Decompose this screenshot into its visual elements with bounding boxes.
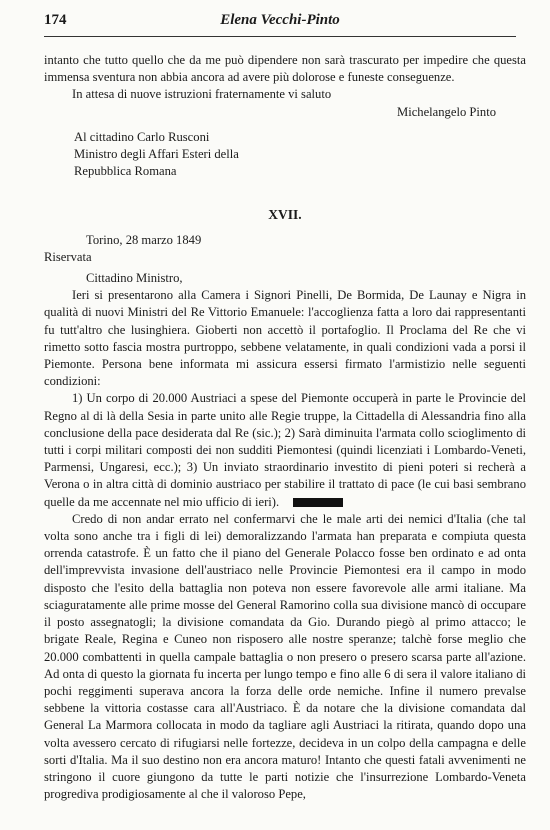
paragraph-text: 1) Un corpo di 20.000 Austriaci a spese del Piemonte occuperà in parte le Provincie del Regno al di là della Sesia in parte unito alle Regie truppe, la Cittadella di Alessandria fino alla conclusione della pace desiderata dal Re (sic.); 2) Sarà diminuita l'armata collo scioglimento di tutti i corpi militari composti dei non sudditi Piemontesi (quindi licenziati i Lombardo-Veneti, Parmensi, Ungaresi, ecc.); 3) Un inviato straordinario investito di pieni poteri si recherà a Verona o in altra città di dominio austriaco per stabilire il trattato di pace (le cui basi sembrano quelle da me accennate nel mio ufficio di ieri). bbox=[44, 391, 526, 509]
page-number: 174 bbox=[44, 12, 67, 28]
paragraph: Ieri si presentarono alla Camera i Signori Pinelli, De Bormida, De Launay e Nigra in qualità di nuovi Ministri del Re Vittorio Emanuele: l'accoglienza fatta a loro dai rappresentanti fu tutt'altro che lusinghiera. Gioberti non accettò il portafoglio. Il Proclama del Re che vi rimetto sotto fascia mostra purtroppo, sebbene velatamente, in quali condizioni vada a porsi il Piemonte. Persona bene informata mi assicura essersi firmato l'armistizio nelle seguenti condizioni: bbox=[44, 288, 526, 389]
signature: Michelangelo Pinto bbox=[397, 104, 496, 119]
paragraph: In attesa di nuove istruzioni fraternamente vi saluto bbox=[72, 87, 332, 102]
address-line: Al cittadino Carlo Rusconi bbox=[74, 129, 210, 144]
salutation: Cittadino Ministro, bbox=[86, 271, 183, 286]
paragraph bbox=[44, 390, 526, 510]
address-line: Ministro degli Affari Esteri della bbox=[74, 147, 239, 162]
redaction-mark bbox=[293, 498, 343, 507]
address-line: Repubblica Romana bbox=[74, 164, 177, 179]
paragraph: Credo di non andar errato nel confermarvi che le male arti dei nemici d'Italia (che tal volta sono anche tra i figli di lei) demoralizzando l'armata han preparata e compiuta questa orrenda catastrofe. È un fatto che il piano del Generale Polacco fosse ben ordinato e ad onta dell'imprevvista invasione dell'austriaco nelle Provincie Piemontesi era il campo in modo disposto che l'esito della battaglia non poteva non essere favorevole alle armi italiane. Ma sciaguratamente alle prime mosse del General Ramorino colla sua divisione mancò di occupare il posto assegnatogli; la divisione comandata da Gio. Durando piegò al primo attacco; le brigate Reale, Regina e Cuneo non risposero alle nostre speranze; talchè forse meglio che 20.000 combattenti in quella campale battaglia o non presero o presero scarsa parte all'azione. Ad onta di questo la giornata fu incerta per lungo tempo e fino alle 6 di sera il valore italiano di pochi reggimenti superava ancora la forza delle orde nemiche. Infine il numero prevalse sebbene la vittoria costasse cara all'Austriaco. È da notare che la divisione comandata dal General La Marmora collocata in modo da tagliare agli Austriaci la ritirata, quando dopo una volta avessero cercato di rifugiarsi nelle fortezze, decideva in un colpo della campagna e delle sorti d'Italia. Ma il suo destino non era ancora maturo! Intanto che questi fatali avvenimenti ne stringono il cuore giungono da tutte le parti notizie che l'insurrezione Lombardo-Veneta progrediva prodigiosamente al che il valoroso Pepe, bbox=[44, 511, 526, 802]
paragraph: intanto che tutto quello che da me può dipendere non sarà trascurato per impedire che questa immensa sventura non abbia ancora ad avere più dolorose e funeste conseguenze. bbox=[44, 53, 526, 85]
letter-number: XVII. bbox=[268, 207, 302, 223]
running-title: Elena Vecchi-Pinto bbox=[220, 12, 340, 28]
classification: Riservata bbox=[44, 249, 92, 264]
recipient-address bbox=[74, 129, 526, 181]
page-header bbox=[44, 12, 516, 34]
page-body bbox=[44, 52, 526, 803]
dateline: Torino, 28 marzo 1849 bbox=[86, 232, 202, 247]
header-rule bbox=[44, 36, 516, 37]
